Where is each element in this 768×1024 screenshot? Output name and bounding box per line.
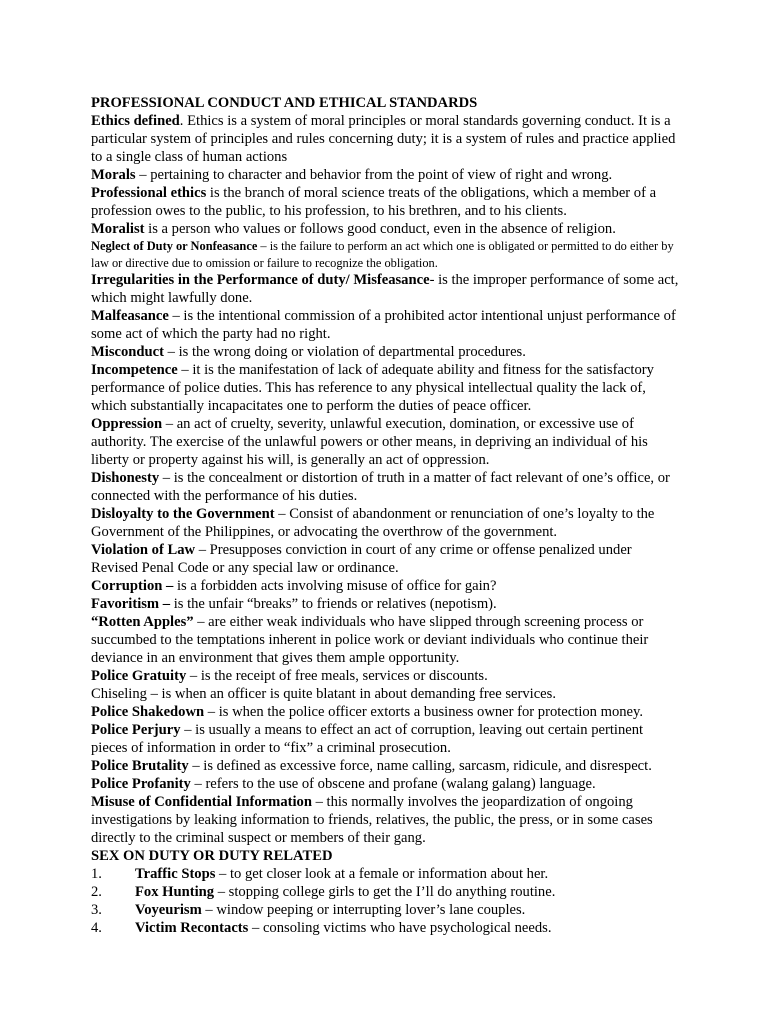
entry-text: – this normally involves the jeopardization of ongoing investigations by leaking information to friends, relatives, the public, the press, or in some cases directly to the criminal suspect or members of their gang. [91,794,653,846]
entry-text: . Ethics is a system of moral principles or moral standards governing conduct. It is a particular system of principles and rules concerning duty; it is a system of rules and practice applied to a single class of human actions [91,113,676,165]
entry-violation-of-law [91,541,681,577]
list-item [91,901,681,919]
list-term: Victim Recontacts [135,920,249,936]
entry-term: Neglect of Duty or Nonfeasance [91,239,258,253]
entry-moralist [91,220,681,238]
entry-term: Malfeasance [91,308,169,324]
entry-term: Ethics defined [91,113,180,129]
list-number: 4. [91,920,102,936]
entry-incompetence [91,361,681,415]
list-item [91,919,681,937]
entry-term: “Rotten Apples” [91,614,194,630]
list-item [91,865,681,883]
entry-chiseling [91,685,681,703]
entry-text: is the branch of moral science treats of the obligations, which a member of a profession owes to the public, to his profession, to his brethren, and to his clients. [91,185,657,219]
list-term: Traffic Stops [135,866,216,882]
entry-text: – it is the manifestation of lack of adequate ability and fitness for the satisfactory performance of police duties. This has reference to any physical intellectual quality the lack of, which substantially incapacitates one to perform the duties of peace officer. [91,362,654,414]
entry-term: Police Profanity [91,776,191,792]
list-number: 1. [91,866,102,882]
entry-term: Corruption – [91,578,174,594]
entry-text: – Presupposes conviction in court of any crime or offense penalized under Revised Penal Code or any special law or ordinance. [91,542,632,576]
entry-term: Violation of Law [91,542,196,558]
list-text: – stopping college girls to get the I’ll do anything routine. [214,884,556,900]
entry-police-shakedown [91,703,681,721]
entry-text: – is defined as excessive force, name calling, sarcasm, ridicule, and disrespect. [188,758,652,774]
entry-police-gratuity [91,667,681,685]
entry-term: Police Shakedown [91,704,205,720]
entry-ethics-defined [91,112,681,166]
entry-dishonesty [91,469,681,505]
entry-text: – are either weak individuals who have slipped through screening process or succumbed to the temptations inherent in police work or deviant individuals who continue their deviance in an environment that gives them ample opportunity. [91,614,649,666]
entry-term: Misuse of Confidential Information [91,794,312,810]
list-text: – window peeping or interrupting lover’s lane couples. [201,902,526,918]
entry-text: – is the receipt of free meals, services or discounts. [186,668,488,684]
entry-misconduct [91,343,681,361]
entry-term: Favoritism – [91,596,171,612]
list-term: Voyeurism [135,902,202,918]
list-text: – to get closer look at a female or information about her. [215,866,549,882]
entry-malfeasance [91,307,681,343]
entry-morals [91,166,681,184]
entry-term: Police Perjury [91,722,181,738]
entry-text: is a person who values or follows good conduct, even in the absence of religion. [144,221,616,237]
entry-police-brutality [91,757,681,775]
entry-professional-ethics [91,184,681,220]
entry-text: - is the improper performance of some act, which might lawfully done. [91,272,679,306]
entry-term: Irregularities in the Performance of duty/ Misfeasance [91,272,430,288]
entry-text: Chiseling – is when an officer is quite blatant in about demanding free services. [91,686,556,702]
entry-neglect-of-duty [91,238,681,271]
entry-text: – is the wrong doing or violation of departmental procedures. [163,344,526,360]
entry-term: Disloyalty to the Government [91,506,275,522]
list-item [91,883,681,901]
list-number: 3. [91,902,102,918]
entry-police-profanity [91,775,681,793]
entry-term: Moralist [91,221,145,237]
list-term: Fox Hunting [135,884,215,900]
entry-text: – is usually a means to effect an act of corruption, leaving out certain pertinent pieces of information in order to “fix” a criminal prosecution. [91,722,644,756]
document-title: PROFESSIONAL CONDUCT AND ETHICAL STANDARDS [91,95,478,111]
numbered-list [91,865,681,937]
entry-corruption [91,577,681,595]
entry-term: Morals [91,167,136,183]
entry-text: – is when the police officer extorts a business owner for protection money. [204,704,644,720]
entry-term: Incompetence [91,362,178,378]
entry-text: is the unfair “breaks” to friends or relatives (nepotism). [170,596,497,612]
entry-disloyalty [91,505,681,541]
entry-rotten-apples [91,613,681,667]
entry-term: Professional ethics [91,185,207,201]
entry-text: – refers to the use of obscene and profane (walang galang) language. [190,776,596,792]
entry-misfeasance [91,271,681,307]
entry-oppression [91,415,681,469]
entry-term: Police Brutality [91,758,189,774]
list-number: 2. [91,884,102,900]
entry-text: – is the failure to perform an act which one is obligated or permitted to do either by law or directive due to omission or failure to recognize the obligation. [91,239,674,270]
entry-term: Misconduct [91,344,164,360]
entry-term: Oppression [91,416,163,432]
entry-text: is a forbidden acts involving misuse of office for gain? [173,578,497,594]
entry-police-perjury [91,721,681,757]
entry-favoritism [91,595,681,613]
entry-term: Police Gratuity [91,668,187,684]
document-page [91,94,681,937]
section-title: SEX ON DUTY OR DUTY RELATED [91,848,333,864]
entry-misuse-of-confidential-information [91,793,681,847]
list-text: – consoling victims who have psychological needs. [248,920,552,936]
entry-text: – an act of cruelty, severity, unlawful execution, domination, or excessive use of authority. The exercise of the unlawful powers or other means, in depriving an individual of his liberty or property against his will, is generally an act of oppression. [91,416,648,468]
entry-text: – pertaining to character and behavior from the point of view of right and wrong. [135,167,613,183]
entry-term: Dishonesty [91,470,160,486]
entry-text: – is the intentional commission of a prohibited actor intentional unjust performance of some act of which the party had no right. [91,308,676,342]
entry-text: – Consist of abandonment or renunciation of one’s loyalty to the Government of the Philippines, or advocating the overthrow of the government. [91,506,655,540]
entry-text: – is the concealment or distortion of truth in a matter of fact relevant of one’s office, or connected with the performance of his duties. [91,470,670,504]
